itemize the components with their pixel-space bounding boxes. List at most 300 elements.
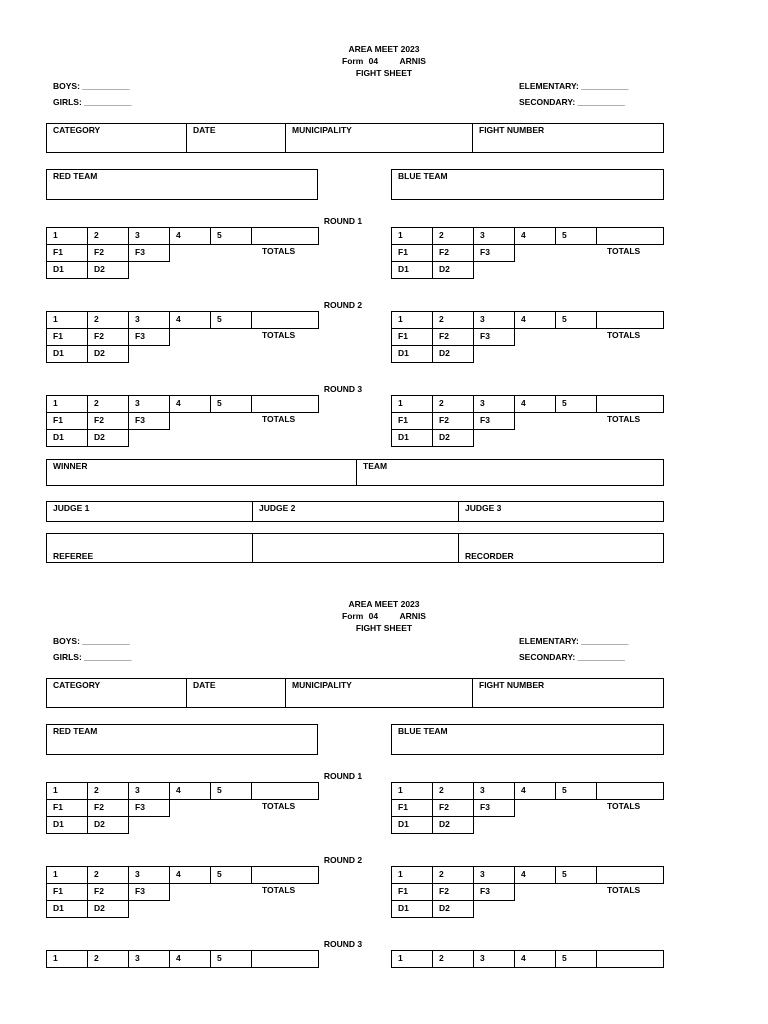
red-round-1-score-cell[interactable] [169, 782, 211, 800]
blue-team-field[interactable] [391, 724, 664, 755]
blue-round-1-deduction-cell[interactable] [432, 261, 474, 279]
elementary-field[interactable]: ELEMENTARY: __________ [519, 636, 629, 646]
score-cell-label: 1 [398, 953, 403, 963]
red-round-1-foul-cell[interactable] [87, 244, 129, 262]
blue-round-2-foul-cell[interactable] [391, 328, 433, 346]
red-round-1-totals-label: TOTALS [262, 246, 296, 256]
sport-name: ARNIS [399, 611, 426, 621]
blue-round-1-total-cell[interactable] [596, 227, 664, 245]
red-round-2-score-cell[interactable] [128, 311, 170, 329]
score-cell-label: 3 [135, 314, 140, 324]
red-round-1-score-cell[interactable] [46, 227, 88, 245]
score-cell-label: 5 [217, 953, 222, 963]
foul-cell-label: F1 [398, 415, 408, 425]
red-round-2-total-cell[interactable] [251, 866, 319, 884]
foul-cell-label: F3 [480, 802, 490, 812]
score-cell-label: 1 [398, 230, 403, 240]
blue-round-3-totals-label: TOTALS [607, 414, 641, 424]
score-cell-label: 4 [521, 230, 526, 240]
deduction-cell-label: D2 [439, 264, 450, 274]
blue-round-1-deduction-cell[interactable] [391, 816, 433, 834]
round-label: ROUND 3 [323, 939, 363, 949]
deduction-cell-label: D1 [398, 819, 409, 829]
foul-cell-label: F1 [398, 886, 408, 896]
score-cell-label: 3 [135, 398, 140, 408]
blue-round-3-score-cell[interactable] [555, 950, 597, 968]
deduction-cell-label: D2 [94, 348, 105, 358]
judge-3-label: JUDGE 3 [465, 503, 502, 513]
blue-round-1-foul-cell[interactable] [473, 799, 515, 817]
red-round-2-score-cell[interactable] [46, 866, 88, 884]
red-round-2-foul-cell[interactable] [128, 328, 170, 346]
red-round-2-deduction-cell[interactable] [46, 345, 88, 363]
red-round-3-total-cell[interactable] [251, 950, 319, 968]
red-round-2-score-cell[interactable] [87, 866, 129, 884]
score-cell-label: 3 [480, 953, 485, 963]
red-round-1-deduction-cell[interactable] [87, 261, 129, 279]
score-cell-label: 2 [439, 869, 444, 879]
red-round-3-foul-cell[interactable] [87, 412, 129, 430]
date-field[interactable] [186, 123, 286, 153]
red-round-3-score-cell[interactable] [87, 950, 129, 968]
blue-round-2-foul-cell[interactable] [391, 883, 433, 901]
blue-round-3-score-grid [391, 395, 664, 447]
red-round-1-foul-cell[interactable] [128, 244, 170, 262]
foul-cell-label: F3 [480, 415, 490, 425]
red-round-3-foul-cell[interactable] [46, 412, 88, 430]
score-cell-label: 1 [53, 230, 58, 240]
date-label: DATE [193, 125, 216, 135]
judge-1-field[interactable] [46, 501, 253, 522]
round-label: ROUND 2 [323, 300, 363, 310]
girls-field[interactable]: GIRLS: __________ [53, 652, 132, 662]
score-cell-label: 4 [176, 785, 181, 795]
deduction-cell-label: D1 [53, 264, 64, 274]
blue-round-1-foul-cell[interactable] [473, 244, 515, 262]
deduction-cell-label: D1 [53, 819, 64, 829]
category-field[interactable] [46, 123, 187, 153]
red-round-3-score-cell[interactable] [128, 950, 170, 968]
meet-title: AREA MEET 2023 [348, 44, 420, 54]
girls-field[interactable]: GIRLS: __________ [53, 97, 132, 107]
blue-round-1-score-cell[interactable] [473, 227, 515, 245]
score-cell-label: 5 [217, 314, 222, 324]
blue-round-3-score-cell[interactable] [473, 395, 515, 413]
date-field[interactable] [186, 678, 286, 708]
foul-cell-label: F1 [53, 886, 63, 896]
referee-field[interactable] [46, 533, 253, 563]
red-round-2-score-cell[interactable] [210, 866, 252, 884]
score-cell-label: 3 [480, 869, 485, 879]
fight-number-field[interactable] [472, 123, 664, 153]
date-label: DATE [193, 680, 216, 690]
score-cell-label: 5 [562, 785, 567, 795]
red-round-1-score-cell[interactable] [210, 782, 252, 800]
score-cell-label: 4 [521, 869, 526, 879]
red-round-1-deduction-cell[interactable] [46, 261, 88, 279]
blue-round-1-score-cell[interactable] [514, 782, 556, 800]
secondary-field[interactable]: SECONDARY: __________ [519, 97, 625, 107]
blue-round-3-deduction-cell[interactable] [391, 429, 433, 447]
deduction-cell-label: D2 [94, 264, 105, 274]
boys-field[interactable]: BOYS: __________ [53, 81, 130, 91]
foul-cell-label: F3 [135, 415, 145, 425]
blue-round-3-score-cell[interactable] [555, 395, 597, 413]
red-round-2-foul-cell[interactable] [46, 883, 88, 901]
score-cell-label: 4 [176, 869, 181, 879]
red-round-2-score-cell[interactable] [128, 866, 170, 884]
deduction-cell-label: D2 [439, 432, 450, 442]
elementary-field[interactable]: ELEMENTARY: __________ [519, 81, 629, 91]
team-label: TEAM [363, 461, 388, 471]
score-cell-label: 2 [94, 314, 99, 324]
blue-round-1-foul-cell[interactable] [432, 244, 474, 262]
red-round-2-deduction-cell[interactable] [46, 900, 88, 918]
foul-cell-label: F3 [480, 331, 490, 341]
blue-round-2-deduction-cell[interactable] [391, 345, 433, 363]
fight-number-field[interactable] [472, 678, 664, 708]
score-cell-label: 3 [135, 953, 140, 963]
deduction-cell-label: D2 [94, 819, 105, 829]
deduction-cell-label: D2 [94, 903, 105, 913]
score-cell-label: 5 [217, 785, 222, 795]
foul-cell-label: F2 [439, 802, 449, 812]
round-label: ROUND 3 [323, 384, 363, 394]
score-cell-label: 4 [176, 230, 181, 240]
recorder-label: RECORDER [465, 551, 514, 561]
boys-field[interactable]: BOYS: __________ [53, 636, 130, 646]
red-round-2-totals-label: TOTALS [262, 330, 296, 340]
score-cell-label: 2 [439, 230, 444, 240]
score-cell-label: 3 [480, 785, 485, 795]
winning-team-field[interactable] [356, 459, 664, 486]
score-cell-label: 5 [562, 869, 567, 879]
red-round-1-totals-label: TOTALS [262, 801, 296, 811]
red-round-1-foul-cell[interactable] [46, 799, 88, 817]
blue-round-3-score-cell[interactable] [391, 950, 433, 968]
red-round-2-score-cell[interactable] [46, 311, 88, 329]
blue-round-2-total-cell[interactable] [596, 311, 664, 329]
score-cell-label: 2 [94, 953, 99, 963]
blue-round-3-total-cell[interactable] [596, 395, 664, 413]
blue-round-3-score-cell[interactable] [514, 395, 556, 413]
sheet-name: FIGHT SHEET [355, 623, 413, 633]
blue-round-2-deduction-cell[interactable] [432, 345, 474, 363]
score-cell-label: 5 [562, 230, 567, 240]
foul-cell-label: F1 [53, 331, 63, 341]
red-round-1-score-grid [46, 227, 319, 279]
deduction-cell-label: D1 [53, 432, 64, 442]
blue-round-2-score-cell[interactable] [391, 311, 433, 329]
judge-1-label: JUDGE 1 [53, 503, 90, 513]
red-round-2-score-grid [46, 866, 319, 918]
score-cell-label: 2 [439, 785, 444, 795]
red-round-2-score-grid [46, 311, 319, 363]
score-cell-label: 2 [439, 314, 444, 324]
blue-round-2-score-grid [391, 866, 664, 918]
score-cell-label: 3 [135, 785, 140, 795]
blue-round-2-foul-cell[interactable] [432, 883, 474, 901]
score-cell-label: 4 [176, 398, 181, 408]
red-round-2-score-cell[interactable] [169, 311, 211, 329]
score-cell-label: 1 [398, 398, 403, 408]
red-round-3-score-cell[interactable] [210, 950, 252, 968]
red-round-3-foul-cell[interactable] [128, 412, 170, 430]
score-cell-label: 2 [439, 398, 444, 408]
category-label: CATEGORY [53, 680, 101, 690]
score-cell-label: 4 [521, 398, 526, 408]
form-line [0, 55, 768, 67]
red-team-field[interactable] [46, 169, 318, 200]
red-round-2-foul-cell[interactable] [128, 883, 170, 901]
blue-round-1-totals-label: TOTALS [607, 801, 641, 811]
score-cell-label: 2 [94, 230, 99, 240]
score-cell-label: 3 [135, 869, 140, 879]
sheet-name: FIGHT SHEET [355, 68, 413, 78]
round-label: ROUND 1 [323, 216, 363, 226]
blue-round-1-score-cell[interactable] [555, 227, 597, 245]
red-round-3-total-cell[interactable] [251, 395, 319, 413]
foul-cell-label: F1 [398, 331, 408, 341]
red-team-label: RED TEAM [53, 171, 98, 181]
red-round-2-score-cell[interactable] [87, 311, 129, 329]
winner-field[interactable] [46, 459, 357, 486]
signature-field[interactable] [252, 533, 459, 563]
blue-round-3-score-cell[interactable] [473, 950, 515, 968]
blue-team-label: BLUE TEAM [398, 726, 448, 736]
red-round-1-foul-cell[interactable] [46, 244, 88, 262]
red-round-2-score-cell[interactable] [169, 866, 211, 884]
blue-round-2-deduction-cell[interactable] [432, 900, 474, 918]
deduction-cell-label: D2 [439, 819, 450, 829]
foul-cell-label: F3 [480, 247, 490, 257]
blue-round-2-foul-cell[interactable] [432, 328, 474, 346]
score-cell-label: 1 [53, 953, 58, 963]
fight-number-label: FIGHT NUMBER [479, 680, 545, 690]
foul-cell-label: F2 [94, 247, 104, 257]
red-round-1-score-cell[interactable] [128, 782, 170, 800]
red-round-2-totals-label: TOTALS [262, 885, 296, 895]
score-cell-label: 2 [94, 785, 99, 795]
blue-round-2-score-grid [391, 311, 664, 363]
red-round-3-score-cell[interactable] [128, 395, 170, 413]
fight-number-label: FIGHT NUMBER [479, 125, 545, 135]
red-round-2-foul-cell[interactable] [87, 328, 129, 346]
blue-round-2-score-cell[interactable] [555, 866, 597, 884]
score-cell-label: 3 [480, 398, 485, 408]
blue-round-1-score-cell[interactable] [514, 227, 556, 245]
score-cell-label: 4 [521, 785, 526, 795]
blue-round-3-foul-cell[interactable] [391, 412, 433, 430]
score-cell-label: 5 [217, 230, 222, 240]
blue-round-1-deduction-cell[interactable] [432, 816, 474, 834]
score-cell-label: 1 [53, 398, 58, 408]
foul-cell-label: F1 [398, 802, 408, 812]
score-cell-label: 3 [480, 230, 485, 240]
score-cell-label: 3 [480, 314, 485, 324]
score-cell-label: 2 [439, 953, 444, 963]
round-label: ROUND 1 [323, 771, 363, 781]
foul-cell-label: F2 [94, 802, 104, 812]
municipality-label: MUNICIPALITY [292, 680, 352, 690]
score-cell-label: 5 [562, 953, 567, 963]
winner-label: WINNER [53, 461, 88, 471]
blue-round-1-score-cell[interactable] [391, 227, 433, 245]
score-cell-label: 4 [176, 314, 181, 324]
municipality-field[interactable] [285, 678, 473, 708]
deduction-cell-label: D2 [439, 348, 450, 358]
red-round-1-deduction-cell[interactable] [87, 816, 129, 834]
red-round-3-score-cell[interactable] [46, 395, 88, 413]
blue-round-2-score-cell[interactable] [432, 311, 474, 329]
blue-round-1-score-cell[interactable] [432, 782, 474, 800]
blue-round-2-score-cell[interactable] [432, 866, 474, 884]
red-round-1-total-cell[interactable] [251, 227, 319, 245]
blue-round-1-foul-cell[interactable] [391, 799, 433, 817]
score-cell-label: 4 [176, 953, 181, 963]
red-round-3-score-cell[interactable] [210, 395, 252, 413]
foul-cell-label: F2 [94, 331, 104, 341]
blue-round-1-foul-cell[interactable] [432, 799, 474, 817]
red-round-2-deduction-cell[interactable] [87, 345, 129, 363]
referee-label: REFEREE [53, 551, 94, 561]
score-cell-label: 1 [53, 785, 58, 795]
blue-round-2-foul-cell[interactable] [473, 883, 515, 901]
red-round-1-score-cell[interactable] [128, 227, 170, 245]
score-cell-label: 2 [94, 398, 99, 408]
blue-round-3-score-cell[interactable] [514, 950, 556, 968]
red-round-3-totals-label: TOTALS [262, 414, 296, 424]
red-round-3-score-cell[interactable] [87, 395, 129, 413]
red-round-3-deduction-cell[interactable] [87, 429, 129, 447]
recorder-field[interactable] [458, 533, 664, 563]
red-round-1-foul-cell[interactable] [128, 799, 170, 817]
red-round-2-score-cell[interactable] [210, 311, 252, 329]
score-cell-label: 2 [94, 869, 99, 879]
judge-3-field[interactable] [458, 501, 664, 522]
red-round-1-score-cell[interactable] [46, 782, 88, 800]
blue-round-2-score-cell[interactable] [514, 311, 556, 329]
red-round-3-score-cell[interactable] [46, 950, 88, 968]
red-round-1-score-cell[interactable] [210, 227, 252, 245]
score-cell-label: 4 [521, 314, 526, 324]
blue-round-2-score-cell[interactable] [555, 311, 597, 329]
red-round-2-foul-cell[interactable] [46, 328, 88, 346]
score-cell-label: 1 [398, 785, 403, 795]
blue-round-2-total-cell[interactable] [596, 866, 664, 884]
blue-round-3-total-cell[interactable] [596, 950, 664, 968]
blue-round-1-foul-cell[interactable] [391, 244, 433, 262]
blue-round-1-score-cell[interactable] [432, 227, 474, 245]
score-cell-label: 3 [135, 230, 140, 240]
score-cell-label: 1 [398, 869, 403, 879]
deduction-cell-label: D1 [398, 903, 409, 913]
municipality-label: MUNICIPALITY [292, 125, 352, 135]
round-label: ROUND 2 [323, 855, 363, 865]
blue-round-2-score-cell[interactable] [473, 311, 515, 329]
blue-round-1-score-grid [391, 782, 664, 834]
foul-cell-label: F2 [439, 331, 449, 341]
blue-round-3-deduction-cell[interactable] [432, 429, 474, 447]
red-team-label: RED TEAM [53, 726, 98, 736]
score-cell-label: 5 [562, 398, 567, 408]
red-round-3-deduction-cell[interactable] [46, 429, 88, 447]
red-round-1-score-grid [46, 782, 319, 834]
blue-round-3-foul-cell[interactable] [473, 412, 515, 430]
foul-cell-label: F3 [135, 247, 145, 257]
deduction-cell-label: D2 [94, 432, 105, 442]
red-round-2-deduction-cell[interactable] [87, 900, 129, 918]
municipality-field[interactable] [285, 123, 473, 153]
red-round-3-score-cell[interactable] [169, 950, 211, 968]
red-round-1-score-cell[interactable] [87, 782, 129, 800]
blue-round-2-totals-label: TOTALS [607, 885, 641, 895]
red-round-1-deduction-cell[interactable] [46, 816, 88, 834]
deduction-cell-label: D1 [398, 348, 409, 358]
deduction-cell-label: D1 [398, 432, 409, 442]
blue-round-2-score-cell[interactable] [391, 866, 433, 884]
foul-cell-label: F2 [439, 415, 449, 425]
blue-round-1-total-cell[interactable] [596, 782, 664, 800]
foul-cell-label: F1 [53, 415, 63, 425]
blue-team-field[interactable] [391, 169, 664, 200]
red-round-3-score-cell[interactable] [169, 395, 211, 413]
blue-round-3-score-cell[interactable] [432, 395, 474, 413]
secondary-field[interactable]: SECONDARY: __________ [519, 652, 625, 662]
foul-cell-label: F3 [480, 886, 490, 896]
blue-round-3-score-cell[interactable] [391, 395, 433, 413]
score-cell-label: 1 [398, 314, 403, 324]
foul-cell-label: F2 [94, 415, 104, 425]
deduction-cell-label: D1 [53, 903, 64, 913]
blue-round-3-foul-cell[interactable] [432, 412, 474, 430]
blue-round-2-deduction-cell[interactable] [391, 900, 433, 918]
blue-round-1-deduction-cell[interactable] [391, 261, 433, 279]
blue-round-2-foul-cell[interactable] [473, 328, 515, 346]
blue-round-1-score-cell[interactable] [473, 782, 515, 800]
red-round-2-foul-cell[interactable] [87, 883, 129, 901]
judge-2-field[interactable] [252, 501, 459, 522]
foul-cell-label: F1 [398, 247, 408, 257]
foul-cell-label: F1 [53, 802, 63, 812]
blue-round-3-score-cell[interactable] [432, 950, 474, 968]
meet-title: AREA MEET 2023 [348, 599, 420, 609]
score-cell-label: 5 [562, 314, 567, 324]
foul-cell-label: F2 [94, 886, 104, 896]
score-cell-label: 1 [53, 869, 58, 879]
blue-team-label: BLUE TEAM [398, 171, 448, 181]
red-round-2-total-cell[interactable] [251, 311, 319, 329]
blue-round-1-score-cell[interactable] [555, 782, 597, 800]
blue-round-1-score-cell[interactable] [391, 782, 433, 800]
red-round-1-score-cell[interactable] [87, 227, 129, 245]
red-round-1-score-cell[interactable] [169, 227, 211, 245]
blue-round-2-score-cell[interactable] [514, 866, 556, 884]
foul-cell-label: F1 [53, 247, 63, 257]
category-field[interactable] [46, 678, 187, 708]
blue-round-2-score-cell[interactable] [473, 866, 515, 884]
red-round-1-total-cell[interactable] [251, 782, 319, 800]
red-round-1-foul-cell[interactable] [87, 799, 129, 817]
blue-round-1-score-grid [391, 227, 664, 279]
score-cell-label: 4 [521, 953, 526, 963]
form-number: Form 04 [342, 611, 379, 621]
red-team-field[interactable] [46, 724, 318, 755]
score-cell-label: 1 [53, 314, 58, 324]
red-round-3-score-grid [46, 395, 319, 447]
category-label: CATEGORY [53, 125, 101, 135]
score-cell-label: 5 [217, 869, 222, 879]
